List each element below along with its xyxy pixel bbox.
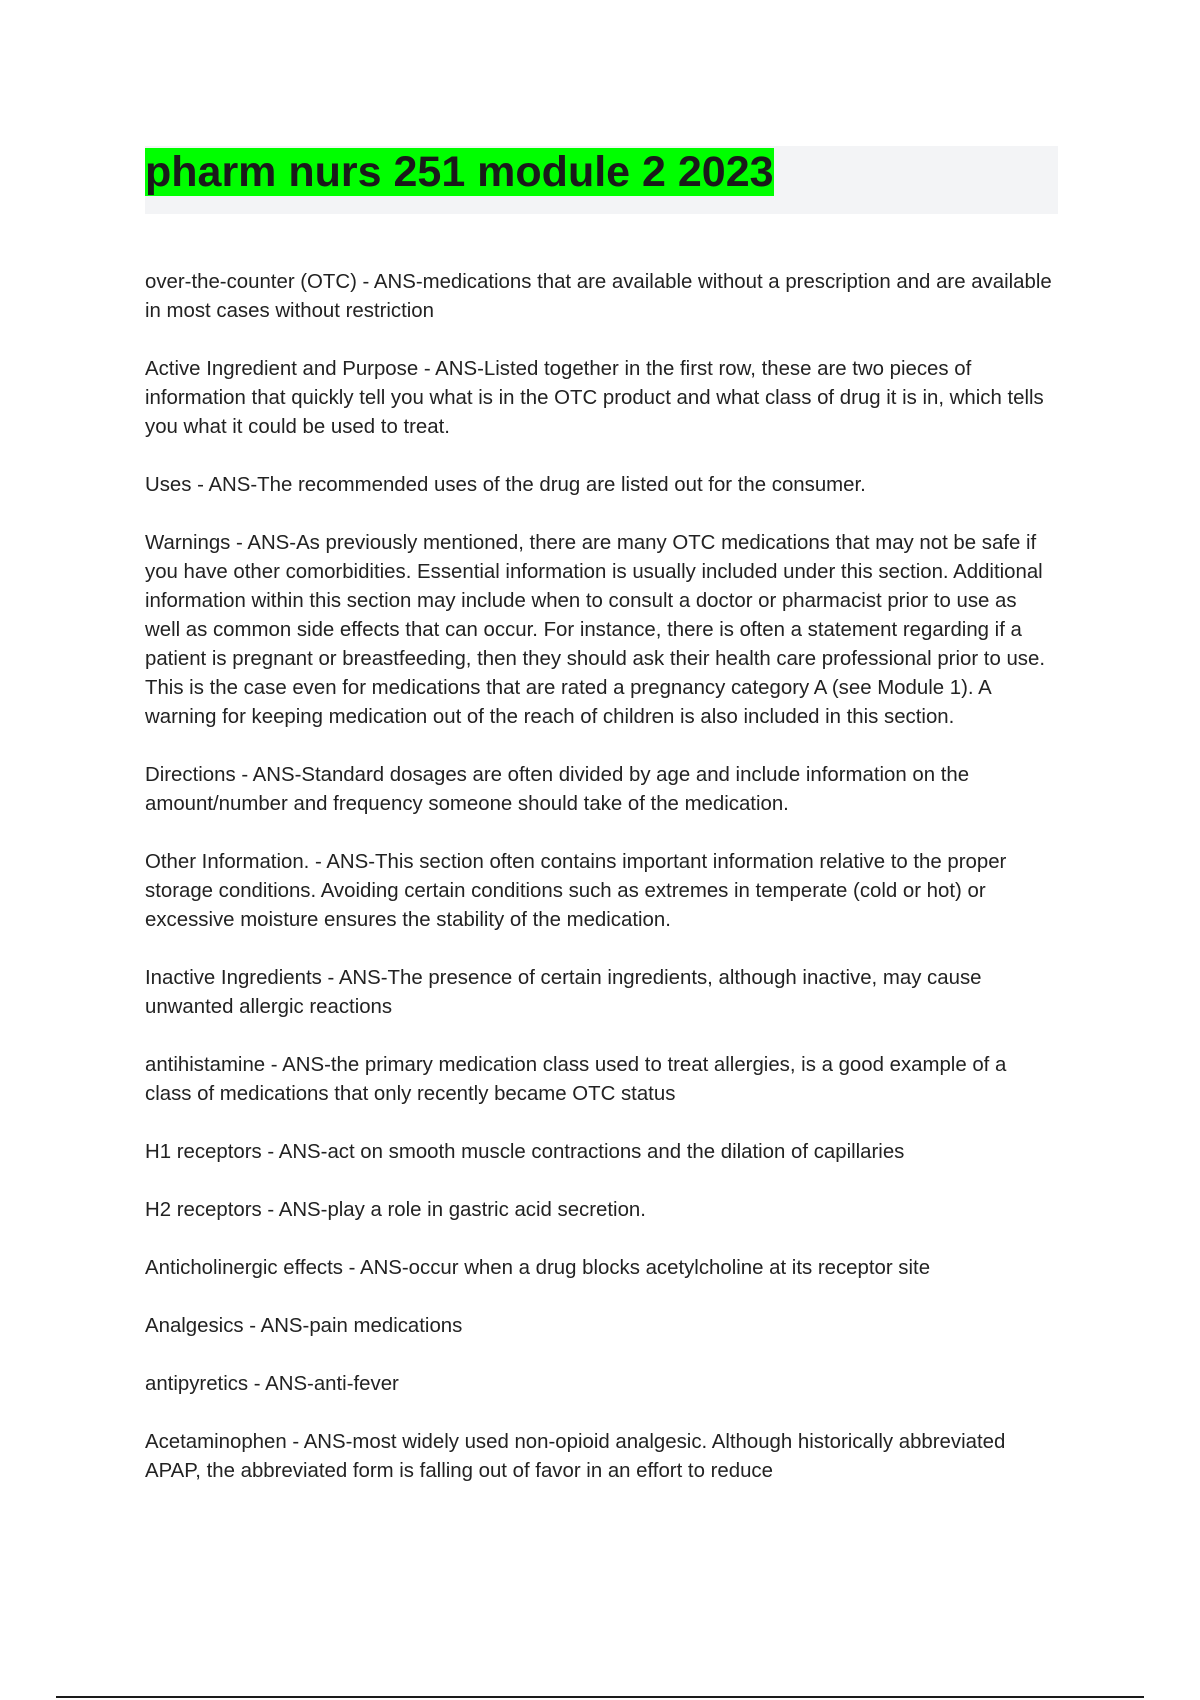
entry-active-ingredient: Active Ingredient and Purpose - ANS-Listed together in the first row, these are two pieces of information that quickly tell you what is in the OTC product and what class of drug it is in, which tells you what it could be used to treat.: [145, 358, 1044, 438]
entry-h1-receptors: H1 receptors - ANS-act on smooth muscle contractions and the dilation of capillaries: [145, 1141, 905, 1163]
page-title: [145, 146, 776, 198]
entry-antihistamine: antihistamine - ANS-the primary medication class used to treat allergies, is a good example of a class of medications that only recently became OTC status: [145, 1054, 1007, 1105]
entry-directions: Directions - ANS-Standard dosages are often divided by age and include information on the amount/number and frequency someone should take of the medication.: [145, 764, 970, 815]
entry-antipyretics: antipyretics - ANS-anti-fever: [145, 1373, 399, 1395]
entry-h2-receptors: H2 receptors - ANS-play a role in gastric acid secretion.: [145, 1199, 646, 1221]
flashcard-list: [145, 268, 1055, 1515]
entry-analgesics: Analgesics - ANS-pain medications: [145, 1315, 463, 1337]
entry-inactive-ingredients: Inactive Ingredients - ANS-The presence of certain ingredients, although inactive, may cause unwanted allergic reactions: [145, 967, 982, 1018]
entry-uses: Uses - ANS-The recommended uses of the drug are listed out for the consumer.: [145, 474, 866, 496]
entry-otc: over-the-counter (OTC) - ANS-medications that are available without a prescription and are available in most cases without restriction: [145, 271, 1052, 322]
entry-other-information: Other Information. - ANS-This section often contains important information relative to the proper storage conditions. Avoiding certain conditions such as extremes in temperate (cold or hot) or excessive moisture ensures the stability of the medication.: [145, 851, 1007, 931]
page-bottom-rule: [56, 1696, 1144, 1698]
entry-acetaminophen: Acetaminophen - ANS-most widely used non-opioid analgesic. Although historically abbreviated APAP, the abbreviated form is falling out of favor in an effort to reduce: [145, 1431, 1006, 1482]
title-highlight: pharm nurs 251 module 2 2023: [145, 148, 774, 196]
entry-anticholinergic-effects: Anticholinergic effects - ANS-occur when a drug blocks acetylcholine at its receptor site: [145, 1257, 931, 1279]
entry-warnings: Warnings - ANS-As previously mentioned, there are many OTC medications that may not be safe if you have other comorbidities. Essential information is usually included under this section. Additional information within this section may include when to consult a doctor or pharmacist prior to use as well as common side effects that can occur. For instance, there is often a statement regarding if a patient is pregnant or breastfeeding, then they should ask their health care professional prior to use. This is the case even for medications that are rated a pregnancy category A (see Module 1). A warning for keeping medication out of the reach of children is also included in this section.: [145, 532, 1046, 728]
